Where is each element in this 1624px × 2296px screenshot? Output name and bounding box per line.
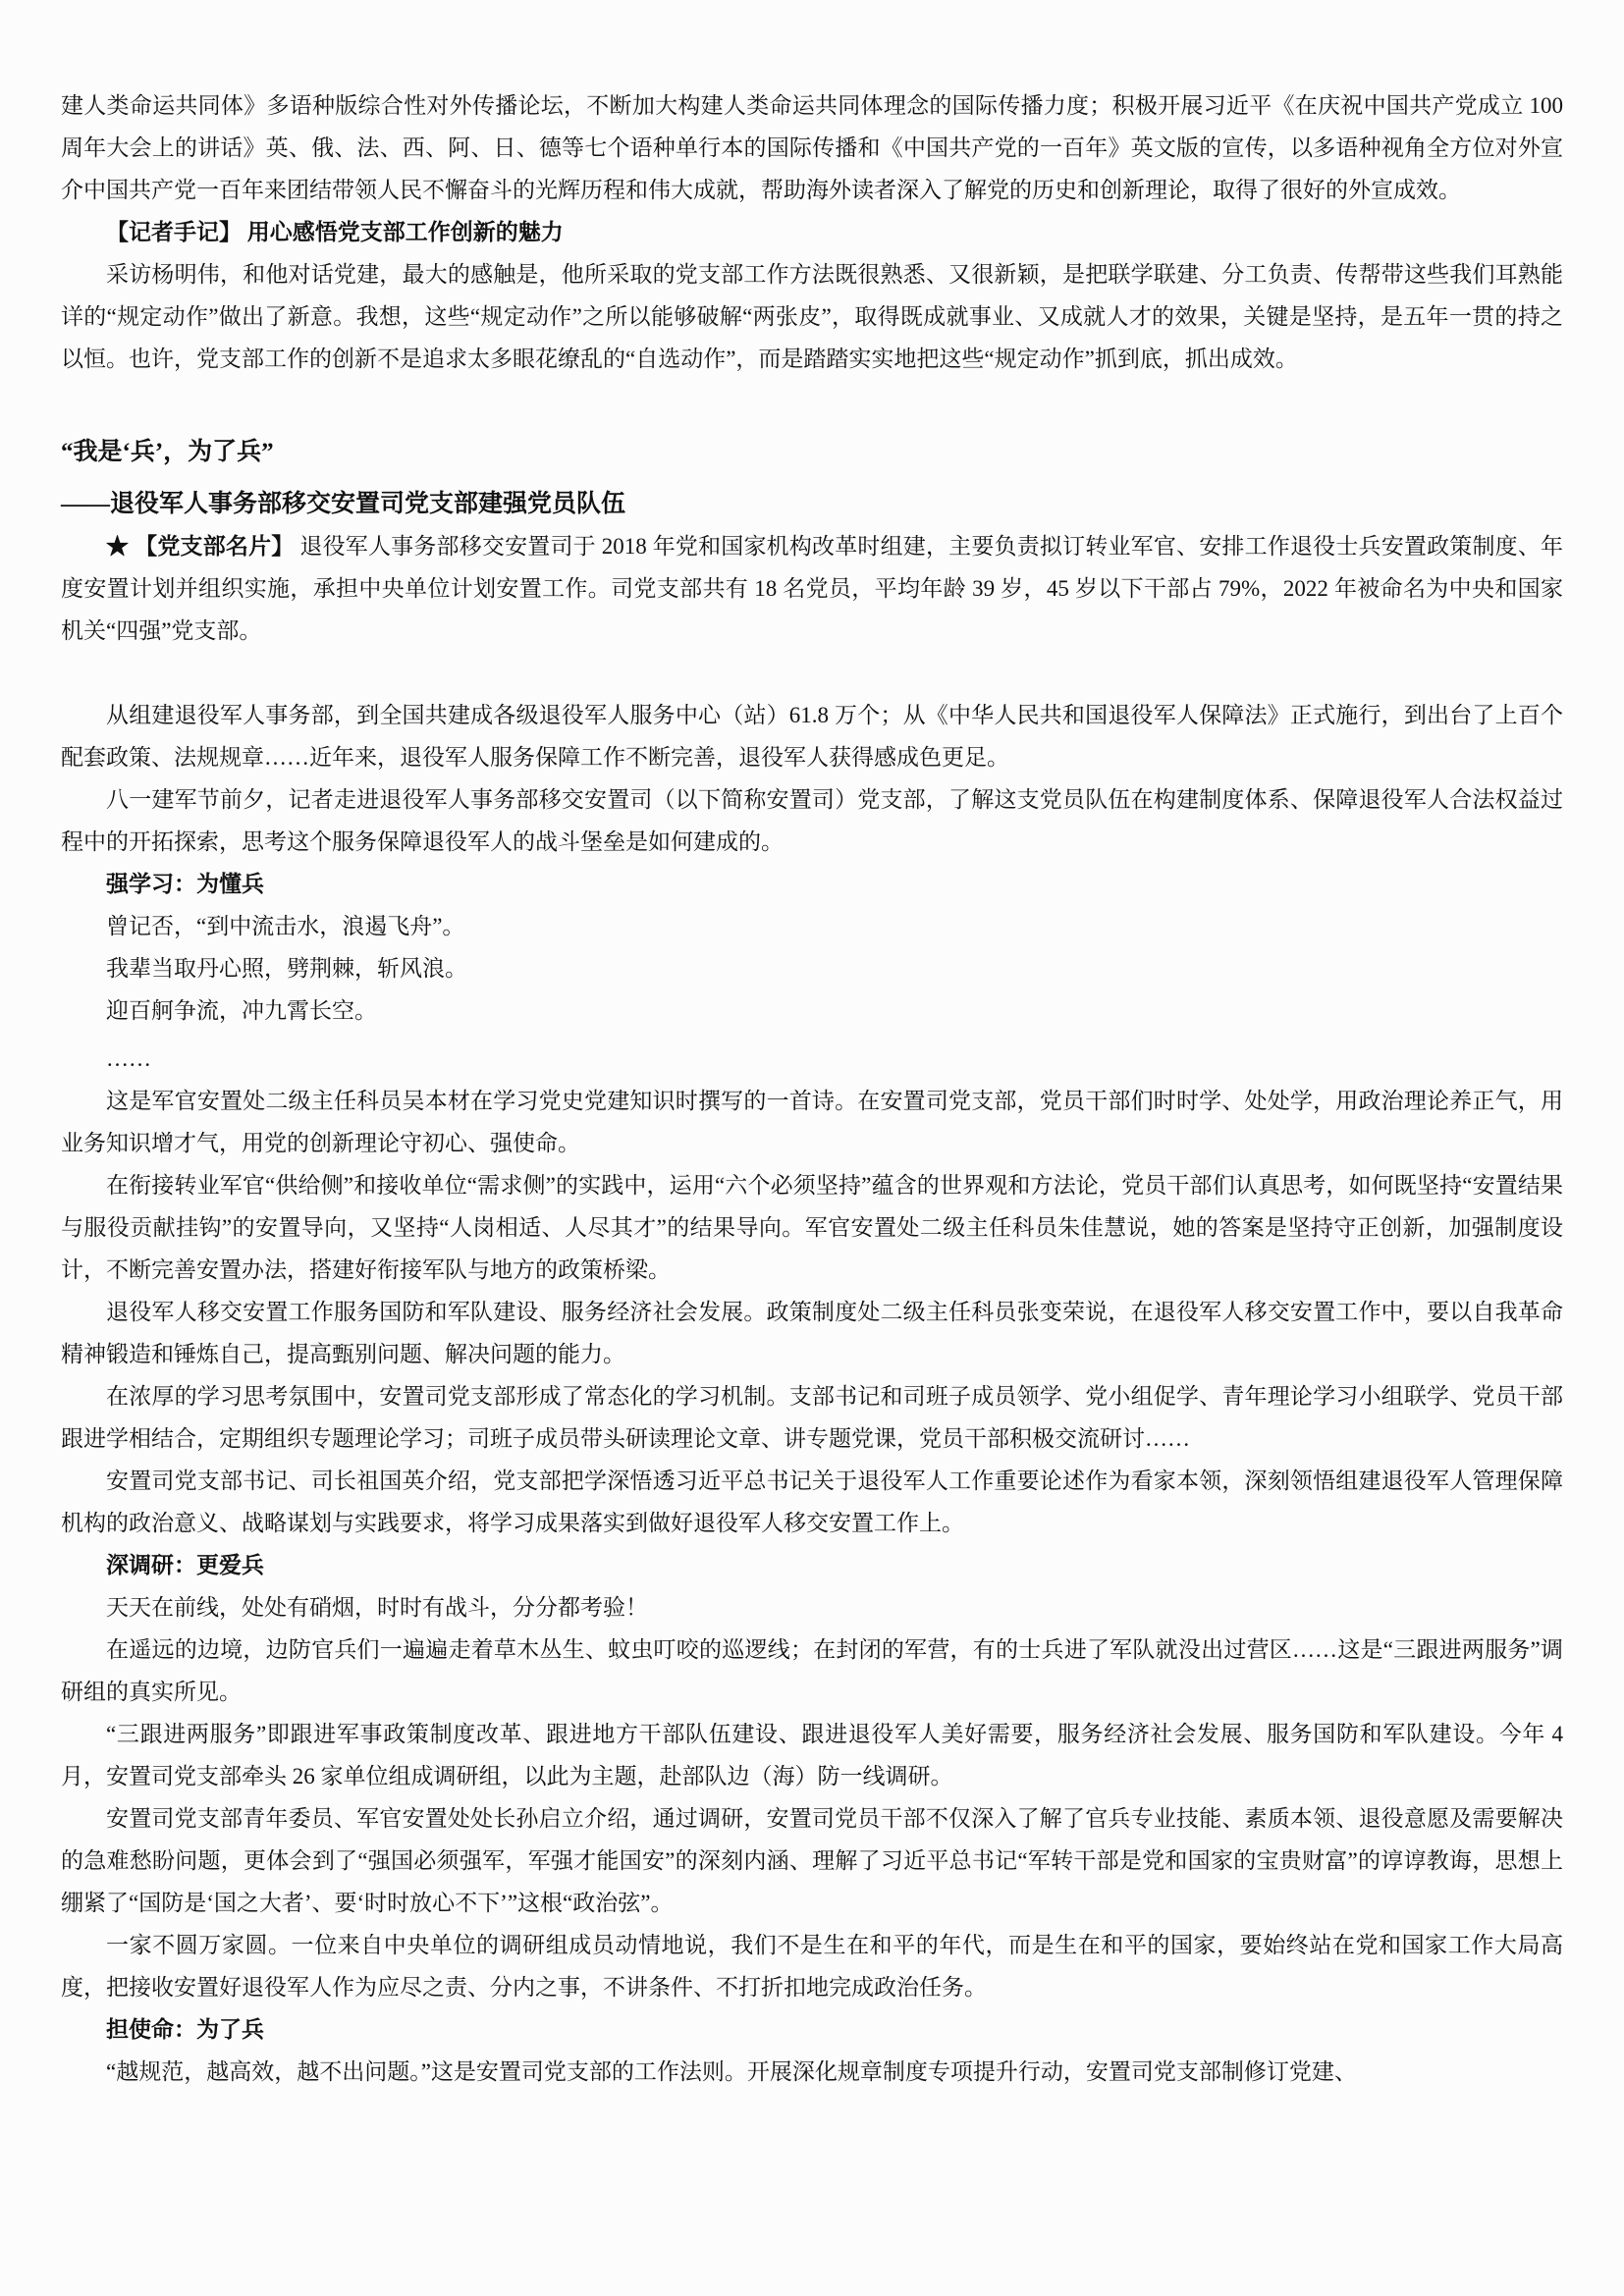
body-paragraph: 安置司党支部青年委员、军官安置处处长孙启立介绍，通过调研，安置司党员干部不仅深入了解了官兵专业技能、素质本领、退役意愿及需要解决的急难愁盼问题，更体会到了“强国必须强军，军强才能国安”的深刻内涵、理解了习近平总书记“军转干部是党和国家的宝贵财富”的谆谆教诲，思想上绷紧了“国防是‘国之大者’、要‘时时放心不下’”这根“政治弦”。 xyxy=(61,1806,1563,1915)
poem-line: 曾记否，“到中流击水，浪遏飞舟”。 xyxy=(106,914,465,938)
branch-profile-paragraph xyxy=(61,525,1563,652)
body-paragraph: 在衔接转业军官“供给侧”和接收单位“需求侧”的实践中，运用“六个必须坚持”蕴含的世界观和方法论，党员干部们认真思考，如何既坚持“安置结果与服役贡献挂钩”的安置导向，又坚持“人岗相适、人尽其才”的结果导向。军官安置处二级主任科员朱佳慧说，她的答案是坚持守正创新，加强制度设计，不断完善安置办法，搭建好衔接军队与地方的政策桥梁。 xyxy=(61,1173,1563,1282)
article-subtitle: ——退役军人事务部移交安置司党支部建强党员队伍 xyxy=(61,491,626,517)
section-heading-research: 深调研：更爱兵 xyxy=(106,1553,264,1577)
poem-line: 迎百舸争流，冲九霄长空。 xyxy=(106,998,377,1023)
ellipsis-line: …… xyxy=(106,1046,151,1071)
body-paragraph: 在浓厚的学习思考氛围中，安置司党支部形成了常态化的学习机制。支部书记和司班子成员领学、党小组促学、青年理论学习小组联学、党员干部跟进学相结合，定期组织专题理论学习；司班子成员带头研读理论文章、讲专题党课，党员干部积极交流研讨…… xyxy=(61,1384,1563,1451)
article-title: “我是‘兵’，为了兵” xyxy=(61,439,274,465)
section-heading-learning: 强学习：为懂兵 xyxy=(106,872,264,896)
section-heading-mission: 担使命：为了兵 xyxy=(106,2017,264,2042)
body-paragraph: “三跟进两服务”即跟进军事政策制度改革、跟进地方干部队伍建设、跟进退役军人美好需要，服务经济社会发展、服务国防和军队建设。今年 4 月，安置司党支部牵头 26 家单位组成调研组，以此为主题，赴部队边（海）防一线调研。 xyxy=(61,1722,1563,1789)
reporter-note-heading: 【记者手记】 用心感悟党支部工作创新的魅力 xyxy=(106,220,564,244)
body-paragraph: 一家不圆万家圆。一位来自中央单位的调研组成员动情地说，我们不是生在和平的年代，而是生在和平的国家，要始终站在党和国家工作大局高度，把接收安置好退役军人作为应尽之责、分内之事，不讲条件、不打折扣地完成政治任务。 xyxy=(61,1933,1563,2000)
branch-profile-label: ★ 【党支部名片】 xyxy=(106,534,295,559)
body-paragraph-cutoff: “越规范，越高效，越不出问题。”这是安置司党支部的工作法则。开展深化规章制度专项提升行动，安置司党支部制修订党建、 xyxy=(106,2059,1357,2084)
body-paragraph: 天天在前线，处处有硝烟，时时有战斗，分分都考验！ xyxy=(106,1595,648,1620)
poem-line: 我辈当取丹心照，劈荆棘，斩风浪。 xyxy=(106,956,467,981)
reporter-note-paragraph: 采访杨明伟，和他对话党建，最大的感触是，他所采取的党支部工作方法既很熟悉、又很新颖，是把联学联建、分工负责、传帮带这些我们耳熟能详的“规定动作”做出了新意。我想，这些“规定动作”之所以能够破解“两张皮”，取得既成就事业、又成就人才的效果，关键是坚持，是五年一贯的持之以恒。也许，党支部工作的创新不是追求太多眼花缭乱的“自选动作”，而是踏踏实实地把这些“规定动作”抓到底，抓出成效。 xyxy=(61,262,1563,371)
body-paragraph: 安置司党支部书记、司长祖国英介绍，党支部把学深悟透习近平总书记关于退役军人工作重要论述作为看家本领，深刻领悟组建退役军人管理保障机构的政治意义、战略谋划与实践要求，将学习成果落实到做好退役军人移交安置工作上。 xyxy=(61,1468,1563,1535)
body-paragraph: 退役军人移交安置工作服务国防和军队建设、服务经济社会发展。政策制度处二级主任科员张变荣说，在退役军人移交安置工作中，要以自我革命精神锻造和锤炼自己，提高甄别问题、解决问题的能力。 xyxy=(61,1300,1563,1366)
body-paragraph: 八一建军节前夕，记者走进退役军人事务部移交安置司（以下简称安置司）党支部，了解这支党员队伍在构建制度体系、保障退役军人合法权益过程中的开拓探索，思考这个服务保障退役军人的战斗堡垒是如何建成的。 xyxy=(61,787,1563,854)
branch-profile-text: 退役军人事务部移交安置司于 2018 年党和国家机构改革时组建，主要负责拟订转业军官、安排工作退役士兵安置政策制度、年度安置计划并组织实施，承担中央单位计划安置工作。司党支部共有 18 名党员，平均年龄 39 岁，45 岁以下干部占 79%，2022 年被命名为中央和国家机关“四强”党支部。 xyxy=(61,534,1563,643)
body-paragraph: 从组建退役军人事务部，到全国共建成各级退役军人服务中心（站）61.8 万个；从《中华人民共和国退役军人保障法》正式施行，到出台了上百个配套政策、法规规章……近年来，退役军人服务保障工作不断完善，退役军人获得感成色更足。 xyxy=(61,703,1563,770)
body-paragraph: 在遥远的边境，边防官兵们一遍遍走着草木丛生、蚊虫叮咬的巡逻线；在封闭的军营，有的士兵进了军队就没出过营区……这是“三跟进两服务”调研组的真实所见。 xyxy=(61,1637,1563,1704)
paragraph-continuation: 建人类命运共同体》多语种版综合性对外传播论坛，不断加大构建人类命运共同体理念的国际传播力度；积极开展习近平《在庆祝中国共产党成立 100 周年大会上的讲话》英、俄、法、西、阿、日、德等七个语种单行本的国际传播和《中国共产党的一百年》英文版的宣传，以多语种视角全方位对外宣介中国共产党一百年来团结带领人民不懈奋斗的光辉历程和伟大成就，帮助海外读者深入了解党的历史和创新理论，取得了很好的外宣成效。 xyxy=(61,93,1563,202)
body-paragraph: 这是军官安置处二级主任科员吴本材在学习党史党建知识时撰写的一首诗。在安置司党支部，党员干部们时时学、处处学，用政治理论养正气，用业务知识增才气，用党的创新理论守初心、强使命。 xyxy=(61,1089,1563,1155)
